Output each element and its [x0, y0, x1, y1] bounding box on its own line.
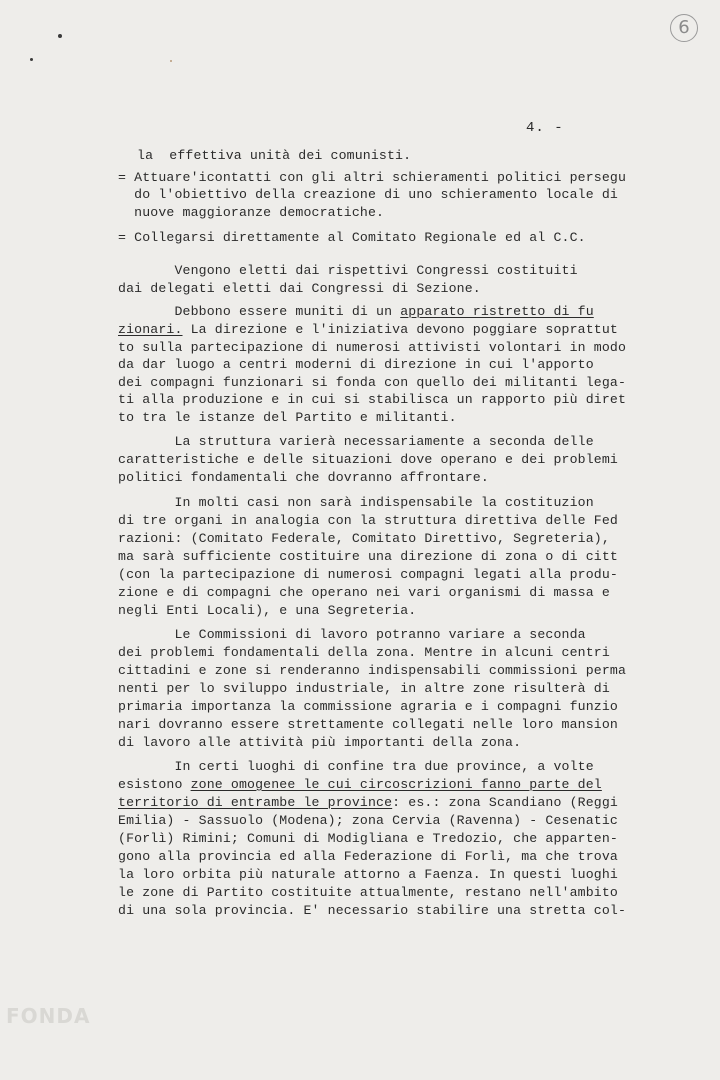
text-line: nuove maggioranze democratiche.	[118, 205, 385, 220]
text-line: Emilia) - Sassuolo (Modena); zona Cervia (Ravenna) - Cesenatic	[118, 813, 618, 828]
text-line: to tra le istanze del Partito e militanti.	[118, 410, 457, 425]
folio-number: 6	[670, 14, 698, 42]
text-line: La struttura varierà necessariamente a seconda delle	[118, 434, 594, 449]
text-line: (Forlì) Rimini; Comuni di Modigliana e Tredozio, che apparten-	[118, 831, 618, 846]
text-line-lead: Debbono essere muniti di un	[118, 304, 401, 319]
text-line	[118, 322, 618, 338]
text-line: zione e di compagni che operano nei vari organismi di massa e	[118, 585, 610, 600]
text-line: le zone di Partito costituite attualmente, restano nell'ambito	[118, 885, 618, 900]
ink-speck	[170, 60, 172, 62]
text-line: di lavoro alle attività più importanti della zona.	[118, 735, 522, 750]
text-line: nari dovranno essere strettamente collegati nelle loro mansion	[118, 717, 618, 732]
text-line: politici fondamentali che dovranno affrontare.	[118, 470, 489, 485]
text-line: di tre organi in analogia con la struttura direttiva delle Fed	[118, 513, 618, 528]
text-line: Vengono eletti dai rispettivi Congressi costituiti	[118, 263, 578, 278]
text-line: di una sola provincia. E' necessario stabilire una stretta col-	[118, 903, 627, 918]
text-line: In molti casi non sarà indispensabile la costituzion	[118, 495, 594, 510]
ink-speck	[30, 58, 33, 61]
ink-speck	[58, 34, 62, 38]
text-line: dai delegati eletti dai Congressi di Sezione.	[118, 281, 481, 296]
text-line: la loro orbita più naturale attorno a Faenza. In questi luoghi	[118, 867, 618, 882]
underlined-phrase: territorio di entrambe le province	[118, 795, 393, 810]
page-number: 4. -	[526, 120, 564, 136]
text-line: ti alla produzione e in cui si stabilisca un rapporto più diret	[118, 392, 627, 407]
text-line: razioni: (Comitato Federale, Comitato Direttivo, Segreteria),	[118, 531, 610, 546]
text-line: In certi luoghi di confine tra due province, a volte	[118, 759, 594, 774]
text-line	[118, 304, 594, 320]
text-line: = Attuare'icontatti con gli altri schieramenti politici persegu	[118, 170, 627, 185]
text-line	[118, 795, 618, 811]
text-line-lead: esistono	[118, 777, 191, 792]
text-line-rest: : es.: zona Scandiano (Reggi	[392, 795, 618, 810]
text-line: cittadini e zone si renderanno indispensabili commissioni perma	[118, 663, 627, 678]
underlined-phrase: zionari.	[118, 322, 183, 337]
text-line: dei compagni funzionari si fonda con quello dei militanti lega-	[118, 375, 627, 390]
text-line: do l'obiettivo della creazione di uno schieramento locale di	[118, 187, 618, 202]
text-line: la effettiva unità dei comunisti.	[137, 148, 412, 163]
text-line: negli Enti Locali), e una Segreteria.	[118, 603, 417, 618]
text-line: = Collegarsi direttamente al Comitato Regionale ed al C.C.	[118, 230, 586, 245]
text-line-rest: La direzione e l'iniziativa devono poggiare soprattut	[182, 322, 618, 337]
text-line: da dar luogo a centri moderni di direzione in cui l'apporto	[118, 357, 594, 372]
text-line: gono alla provincia ed alla Federazione di Forlì, ma che trova	[118, 849, 618, 864]
text-line: nenti per lo sviluppo industriale, in altre zone risulterà di	[118, 681, 610, 696]
underlined-phrase: apparato ristretto di fu	[400, 304, 594, 319]
text-line: primaria importanza la commissione agraria e i compagni funzio	[118, 699, 618, 714]
text-line: Le Commissioni di lavoro potranno variare a seconda	[118, 627, 586, 642]
text-line: dei problemi fondamentali della zona. Mentre in alcuni centri	[118, 645, 610, 660]
text-line: ma sarà sufficiente costituire una direzione di zona o di citt	[118, 549, 618, 564]
text-line: to sulla partecipazione di numerosi attivisti volontari in modo	[118, 340, 627, 355]
text-line	[118, 777, 602, 793]
archive-watermark: FONDA	[6, 1004, 91, 1028]
text-line: (con la partecipazione di numerosi compagni legati alla produ-	[118, 567, 618, 582]
text-line: caratteristiche e delle situazioni dove operano e dei problemi	[118, 452, 618, 467]
underlined-phrase: zone omogenee le cui circoscrizioni fanno parte del	[190, 777, 602, 792]
